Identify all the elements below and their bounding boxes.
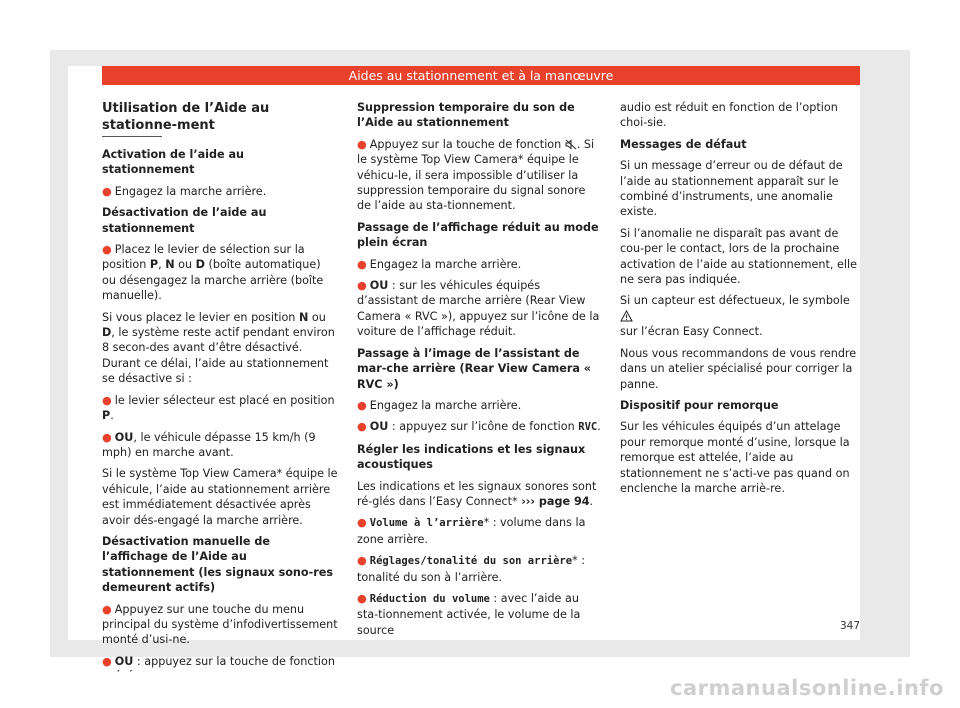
heading-rvc: Passage à l’image de l’assistant de mar-che arrière (Rear View Camera « RVC ») [357, 346, 592, 391]
bullet-item: ● OU : appuyez sur la touche de fonction [102, 654, 338, 686]
heading-manual-deactivation: Désactivation manuelle de l’affichage de l’Aide au stationnement (les signaux sono-res demeurent actifs) [102, 534, 333, 595]
bullet-icon: ● [357, 554, 367, 568]
bullet-item: ● Placez le levier de sélection sur la position P, N ou D (boîte automatique) ou désengagez la marche arrière (boîte manuelle). [102, 243, 324, 303]
bullet-icon: ● [357, 516, 367, 530]
menu-label-reduction: Réduction du volume [369, 592, 490, 605]
paragraph: Si l’anomalie ne disparaît pas avant de cou-per le contact, lors de la prochaine activation de l’aide au stationnement, elle ne sera pas indiquée. [620, 226, 858, 287]
bullet-icon: ● [357, 279, 367, 293]
column-2 [357, 100, 601, 644]
menu-label-tone: Réglages/tonalité du son arrière [369, 555, 573, 568]
bullet-item: ● Engagez la marche arrière. [357, 398, 522, 412]
heading-deactivation: Désactivation de l’aide au stationnement [102, 206, 267, 235]
bullet-item: ● Appuyez sur une touche du menu principal du système d’infodivertissement monté d’usi-ne. [102, 602, 338, 647]
bullet-item: ● OU, le véhicule dépasse 15 km/h (9 mph) en marche avant. [102, 430, 316, 459]
bullet-item: ● Engagez la marche arrière. [357, 257, 522, 271]
paragraph: Si un message d’erreur ou de défaut de l’aide au stationnement apparaît sur le combiné d’instruments, une anomalie existe. [620, 159, 843, 219]
section-title: Utilisation de l’Aide au stationne-ment [102, 101, 270, 133]
bullet-item: ● Volume à l’arrière* : volume dans la zone arrière. [357, 516, 586, 546]
bullet-item: ● Réglages/tonalité du son arrière* : tonalité du son à l’arrière. [357, 554, 585, 584]
mute-speaker-icon [565, 139, 577, 150]
heading-activation: Activation de l’aide au stationnement [102, 148, 245, 177]
column-3 [620, 100, 860, 502]
bullet-icon: ● [357, 398, 367, 412]
bullet-icon: ● [357, 420, 367, 434]
heading-trailer: Dispositif pour remorque [620, 398, 779, 412]
column-1 [102, 100, 338, 692]
bullet-item: ● OU : appuyez sur l’icône de fonction RVC. [357, 420, 601, 434]
bullet-icon: ● [357, 591, 367, 605]
section-header: Aides au stationnement et à la manœuvre [102, 66, 860, 85]
bullet-icon: ● [102, 393, 112, 407]
page-reference-link[interactable]: ››› page 94 [521, 494, 590, 508]
heading-settings: Régler les indications et les signaux acoustiques [357, 442, 586, 472]
menu-label-volume: Volume à l’arrière [369, 517, 484, 530]
bullet-icon: ● [357, 137, 367, 151]
title-underline [102, 136, 162, 137]
bullet-item: ● Réduction du volume : avec l’aide au sta-tionnement activée, le volume de la source [357, 591, 581, 637]
warning-triangle-icon [620, 310, 633, 322]
page-number: 347 [840, 620, 861, 632]
bullet-icon: ● [102, 602, 112, 616]
bullet-icon: ● [102, 184, 112, 198]
paragraph: Les indications et les signaux sonores sont ré-glés dans l’Easy Connect* ››› page 94. [357, 479, 597, 508]
paragraph: Si vous placez le levier en position N ou D, le système reste actif pendant environ 8 secon-des avant d’être désactivé. Durant ce délai, l’aide au stationnement se désactive si : [102, 310, 335, 386]
heading-full-screen: Passage de l’affichage réduit au mode plein écran [357, 220, 599, 250]
paragraph: Nous vous recommandons de vous rendre dans un atelier spécialisé pour corriger la panne. [620, 346, 857, 391]
bullet-item: ● Appuyez sur la touche de fonction . Si le système Top View Camera* équipe le véhicu-le, il sera impossible d’utiliser la suppression temporaire du signal sonore de l’aide au sta-tionnement. [357, 137, 595, 213]
bullet-icon: ● [102, 430, 112, 444]
watermark: carmanualsonline.info [670, 676, 944, 700]
bullet-icon: ● [102, 654, 112, 668]
bullet-icon: ● [102, 243, 112, 257]
paragraph: Si le système Top View Camera* équipe le véhicule, l’aide au stationnement arrière est immédiatement désactivée après avoir dés-engagé la marche arrière. [102, 467, 338, 527]
key-label-rvc: RVC [578, 421, 598, 434]
bullet-item: ● Engagez la marche arrière. [102, 184, 267, 198]
paragraph: audio est réduit en fonction de l’option choi-sie. [620, 101, 838, 130]
paragraph: Si un capteur est défectueux, le symbole sur l’écran Easy Connect. [620, 294, 850, 339]
bullet-item: ● OU : sur les véhicules équipés d’assistant de marche arrière (Rear View Camera « RVC »), appuyez sur l’icône de la voiture de l’affichage réduit. [357, 279, 600, 339]
heading-error-messages: Messages de défaut [620, 137, 747, 151]
bullet-item: ● le levier sélecteur est placé en position P. [102, 393, 335, 423]
bullet-icon: ● [357, 257, 367, 271]
paragraph: Sur les véhicules équipés d’un attelage pour remorque monté d’usine, lorsque la remorque est attelée, l’aide au stationnement ne s’acti-ve pas quand on enclenche la marche arriè-re. [620, 420, 850, 495]
heading-mute: Suppression temporaire du son de l’Aide au stationnement [357, 101, 575, 130]
